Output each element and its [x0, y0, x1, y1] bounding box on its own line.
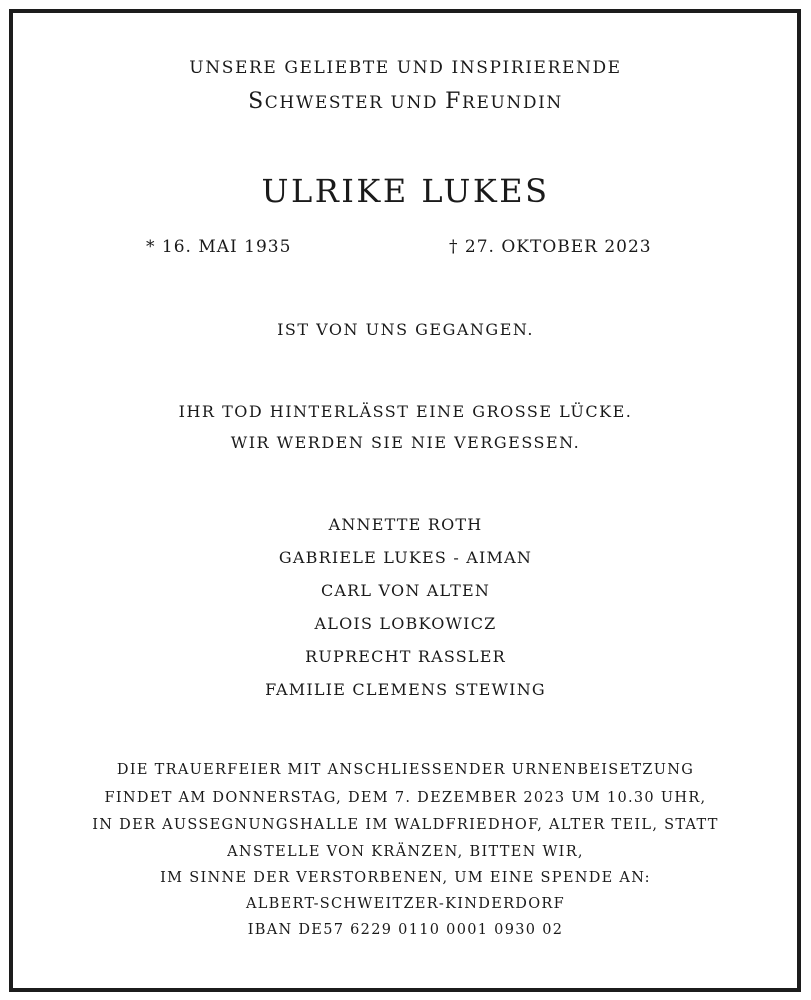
death-date: † 27. OKTOBER 2023 [449, 237, 652, 257]
intro-initial-f: F [445, 89, 463, 114]
service-info-line: IM SINNE DER VERSTORBENEN, UM EINE SPENDE AN: [160, 870, 651, 886]
mourner-name: FAMILIE CLEMENS STEWING [265, 680, 546, 699]
birth-date: * 16. MAI 1935 [146, 237, 292, 257]
message-line-1: IST VON UNS GEGANGEN. [277, 320, 534, 339]
mourner-name: CARL VON ALTEN [320, 581, 491, 600]
service-info-line: FINDET AM DONNERSTAG, DEM 7. DEZEMBER 2023 UM 10.30 UHR, [104, 790, 707, 806]
mourner-name: ANNETTE ROTH [328, 515, 483, 534]
intro-line-1: UNSERE GELIEBTE UND INSPIRIERENDE [189, 58, 622, 78]
intro-word-freundin: REUNDIN [462, 93, 563, 113]
message-line-3: WIR WERDEN SIE NIE VERGESSEN. [230, 433, 581, 452]
intro-word-schwester: CHWESTER [264, 93, 384, 113]
intro-initial-s: S [248, 89, 265, 114]
intro-word-und: UND [390, 93, 439, 113]
service-info-line: ALBERT-SCHWEITZER-KINDERDORF [245, 896, 565, 912]
service-info-line: ANSTELLE VON KRÄNZEN, BITTEN WIR, [227, 844, 584, 860]
mourner-name: RUPRECHT RASSLER [305, 647, 506, 666]
deceased-name: ULRIKE LUKES [261, 172, 550, 210]
message-line-2: IHR TOD HINTERLÄSST EINE GROSSE LÜCKE. [178, 402, 633, 421]
service-info-line: IN DER AUSSEGNUNGSHALLE IM WALDFRIEDHOF, ALTER TEIL, STATT [92, 817, 719, 833]
mourner-name: GABRIELE LUKES - AIMAN [278, 548, 533, 567]
mourner-name: ALOIS LOBKOWICZ [314, 614, 497, 633]
service-info-line: DIE TRAUERFEIER MIT ANSCHLIESSENDER URNENBEISETZUNG [116, 762, 695, 778]
service-info-line: IBAN DE57 6229 0110 0001 0930 02 [247, 922, 564, 938]
intro-line-2 [0, 89, 811, 114]
